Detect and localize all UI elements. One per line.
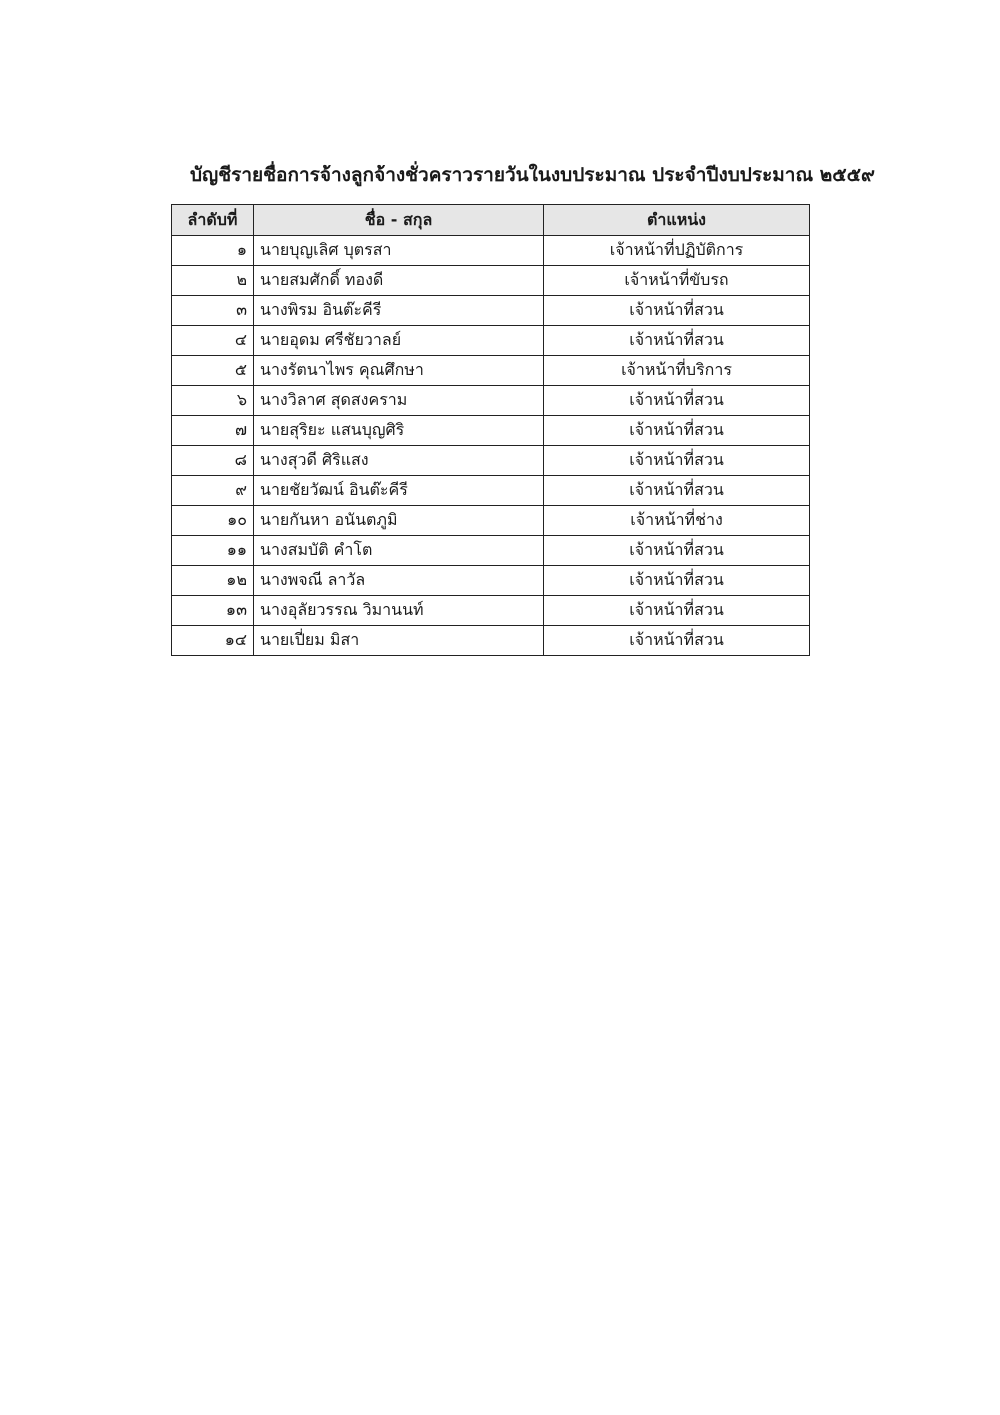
row-no: ๙ xyxy=(172,476,254,506)
row-no: ๔ xyxy=(172,326,254,356)
table-row xyxy=(172,386,810,416)
table-row xyxy=(172,566,810,596)
row-name: นายเปี่ยม มิสา xyxy=(254,626,544,656)
row-no: ๑๒ xyxy=(172,566,254,596)
row-no: ๑๐ xyxy=(172,506,254,536)
row-no: ๕ xyxy=(172,356,254,386)
row-position: เจ้าหน้าที่ขับรถ xyxy=(544,266,810,296)
row-name: นางพจณี ลาวัล xyxy=(254,566,544,596)
employee-table xyxy=(171,204,810,656)
row-position: เจ้าหน้าที่ปฏิบัติการ xyxy=(544,236,810,266)
row-position: เจ้าหน้าที่สวน xyxy=(544,386,810,416)
row-position: เจ้าหน้าที่สวน xyxy=(544,596,810,626)
row-no: ๑ xyxy=(172,236,254,266)
table-row xyxy=(172,326,810,356)
row-position: เจ้าหน้าที่สวน xyxy=(544,566,810,596)
row-name: นางพิรม อินต๊ะคีรี xyxy=(254,296,544,326)
table-header-row xyxy=(172,205,810,236)
row-name: นางวิลาศ สุดสงคราม xyxy=(254,386,544,416)
table-row xyxy=(172,416,810,446)
row-name: นางรัตนาไพร คุณศึกษา xyxy=(254,356,544,386)
row-position: เจ้าหน้าที่สวน xyxy=(544,536,810,566)
row-name: นางสมบัติ คำโต xyxy=(254,536,544,566)
header-position: ตำแหน่ง xyxy=(544,205,810,236)
row-no: ๘ xyxy=(172,446,254,476)
row-position: เจ้าหน้าที่สวน xyxy=(544,416,810,446)
row-no: ๖ xyxy=(172,386,254,416)
row-position: เจ้าหน้าที่บริการ xyxy=(544,356,810,386)
document-title: บัญชีรายชื่อการจ้างลูกจ้างชั่วคราวรายวันในงบประมาณ ประจำปีงบประมาณ ๒๕๕๙ xyxy=(190,164,875,186)
table-row xyxy=(172,296,810,326)
row-position: เจ้าหน้าที่สวน xyxy=(544,446,810,476)
row-name: นายสุริยะ แสนบุญศิริ xyxy=(254,416,544,446)
header-name: ชื่อ - สกุล xyxy=(254,205,544,236)
table-row xyxy=(172,626,810,656)
table-row xyxy=(172,476,810,506)
row-no: ๑๑ xyxy=(172,536,254,566)
row-name: นางสุวดี ศิริแสง xyxy=(254,446,544,476)
row-no: ๗ xyxy=(172,416,254,446)
table-row xyxy=(172,506,810,536)
row-position: เจ้าหน้าที่สวน xyxy=(544,296,810,326)
row-name: นายอุดม ศรีชัยวาลย์ xyxy=(254,326,544,356)
row-no: ๑๔ xyxy=(172,626,254,656)
table-row xyxy=(172,266,810,296)
row-name: นายกันหา อนันตภูมิ xyxy=(254,506,544,536)
row-name: นายบุญเลิศ บุตรสา xyxy=(254,236,544,266)
row-name: นายสมศักดิ์ ทองดี xyxy=(254,266,544,296)
row-position: เจ้าหน้าที่สวน xyxy=(544,626,810,656)
table-row xyxy=(172,446,810,476)
row-position: เจ้าหน้าที่สวน xyxy=(544,326,810,356)
table-row xyxy=(172,536,810,566)
table-row xyxy=(172,236,810,266)
row-no: ๑๓ xyxy=(172,596,254,626)
header-no: ลำดับที่ xyxy=(172,205,254,236)
row-position: เจ้าหน้าที่สวน xyxy=(544,476,810,506)
row-no: ๒ xyxy=(172,266,254,296)
row-name: นายชัยวัฒน์ อินต๊ะคีรี xyxy=(254,476,544,506)
row-no: ๓ xyxy=(172,296,254,326)
row-name: นางอุลัยวรรณ วิมานนท์ xyxy=(254,596,544,626)
row-position: เจ้าหน้าที่ช่าง xyxy=(544,506,810,536)
table-row xyxy=(172,596,810,626)
table-row xyxy=(172,356,810,386)
